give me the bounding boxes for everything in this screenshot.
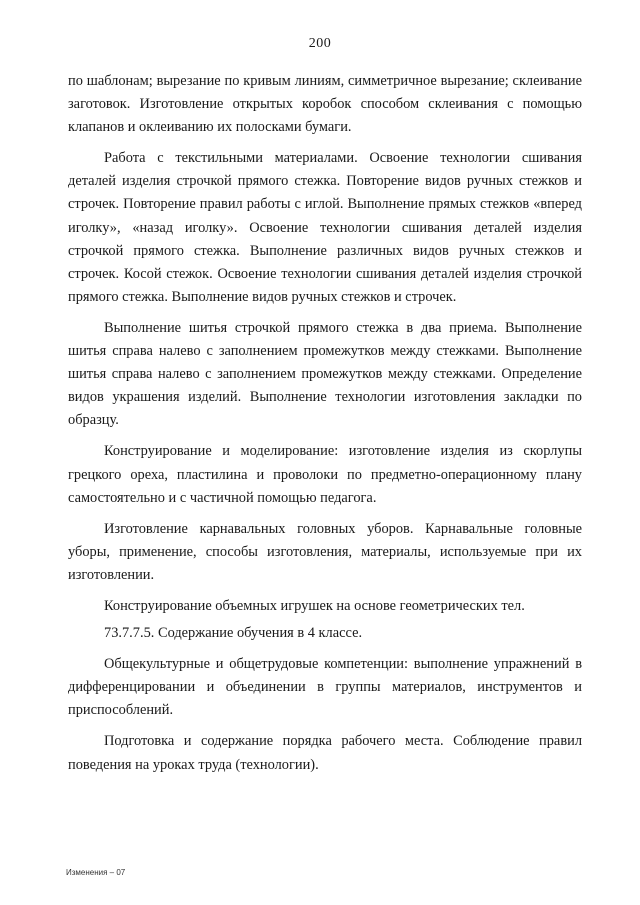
- page-number: 200: [308, 36, 332, 51]
- footer-revision-note: Изменения – 07: [66, 868, 126, 877]
- paragraph-textile-materials: Работа с текстильными материалами. Освоение технологии сшивания деталей изделия строчкой прямого стежка. Повторение видов ручных стежков и строчек. Повторение правил работы с иглой. Выполнение прямых стежков «вперед иголку», «назад иголку». Освоение технологии сшивания деталей изделия строчкой прямого стежка. Выполнение различных видов ручных стежков и строчек. Косой стежок. Освоение технологии сшивания деталей изделия строчкой прямого стежка. Выполнение видов ручных стежков и строчек.: [68, 150, 582, 305]
- paragraph-construction-modeling: Конструирование и моделирование: изготовление изделия из скорлупы грецкого ореха, пластилина и проволоки по предметно-операционному плану самостоятельно и с частичной помощью педагога.: [68, 443, 582, 506]
- paragraph-sewing: Выполнение шитья строчкой прямого стежка в два приема. Выполнение шитья справа налево с заполнением промежутков между стежками. Выполнение шитья справа налево с заполнением промежутков между стежками. Определение видов украшения изделий. Выполнение технологии изготовления закладки по образцу.: [68, 319, 582, 429]
- paragraph-general-competencies: Общекультурные и общетрудовые компетенции: выполнение упражнений в дифференцировании и объединении в группы материалов, инструментов и приспособлений.: [68, 656, 582, 719]
- paragraph-carnival-hats: Изготовление карнавальных головных уборов. Карнавальные головные уборы, применение, способы изготовления, материалы, используемые при их изготовлении.: [68, 520, 582, 583]
- paragraph-cutting-gluing: по шаблонам; вырезание по кривым линиям, симметричное вырезание; склеивание заготовок. Изготовление открытых коробок способом склеивания с помощью клапанов и оклеиванию их полосками бумаги.: [68, 73, 582, 136]
- section-heading-grade-4: 73.7.7.5. Содержание обучения в 4 классе.: [104, 625, 363, 642]
- paragraph-volumetric-toys: Конструирование объемных игрушек на основе геометрических тел.: [104, 597, 525, 614]
- paragraph-workplace: Подготовка и содержание порядка рабочего места. Соблюдение правил поведения на уроках труда (технологии).: [68, 733, 582, 773]
- document-body: [68, 70, 582, 777]
